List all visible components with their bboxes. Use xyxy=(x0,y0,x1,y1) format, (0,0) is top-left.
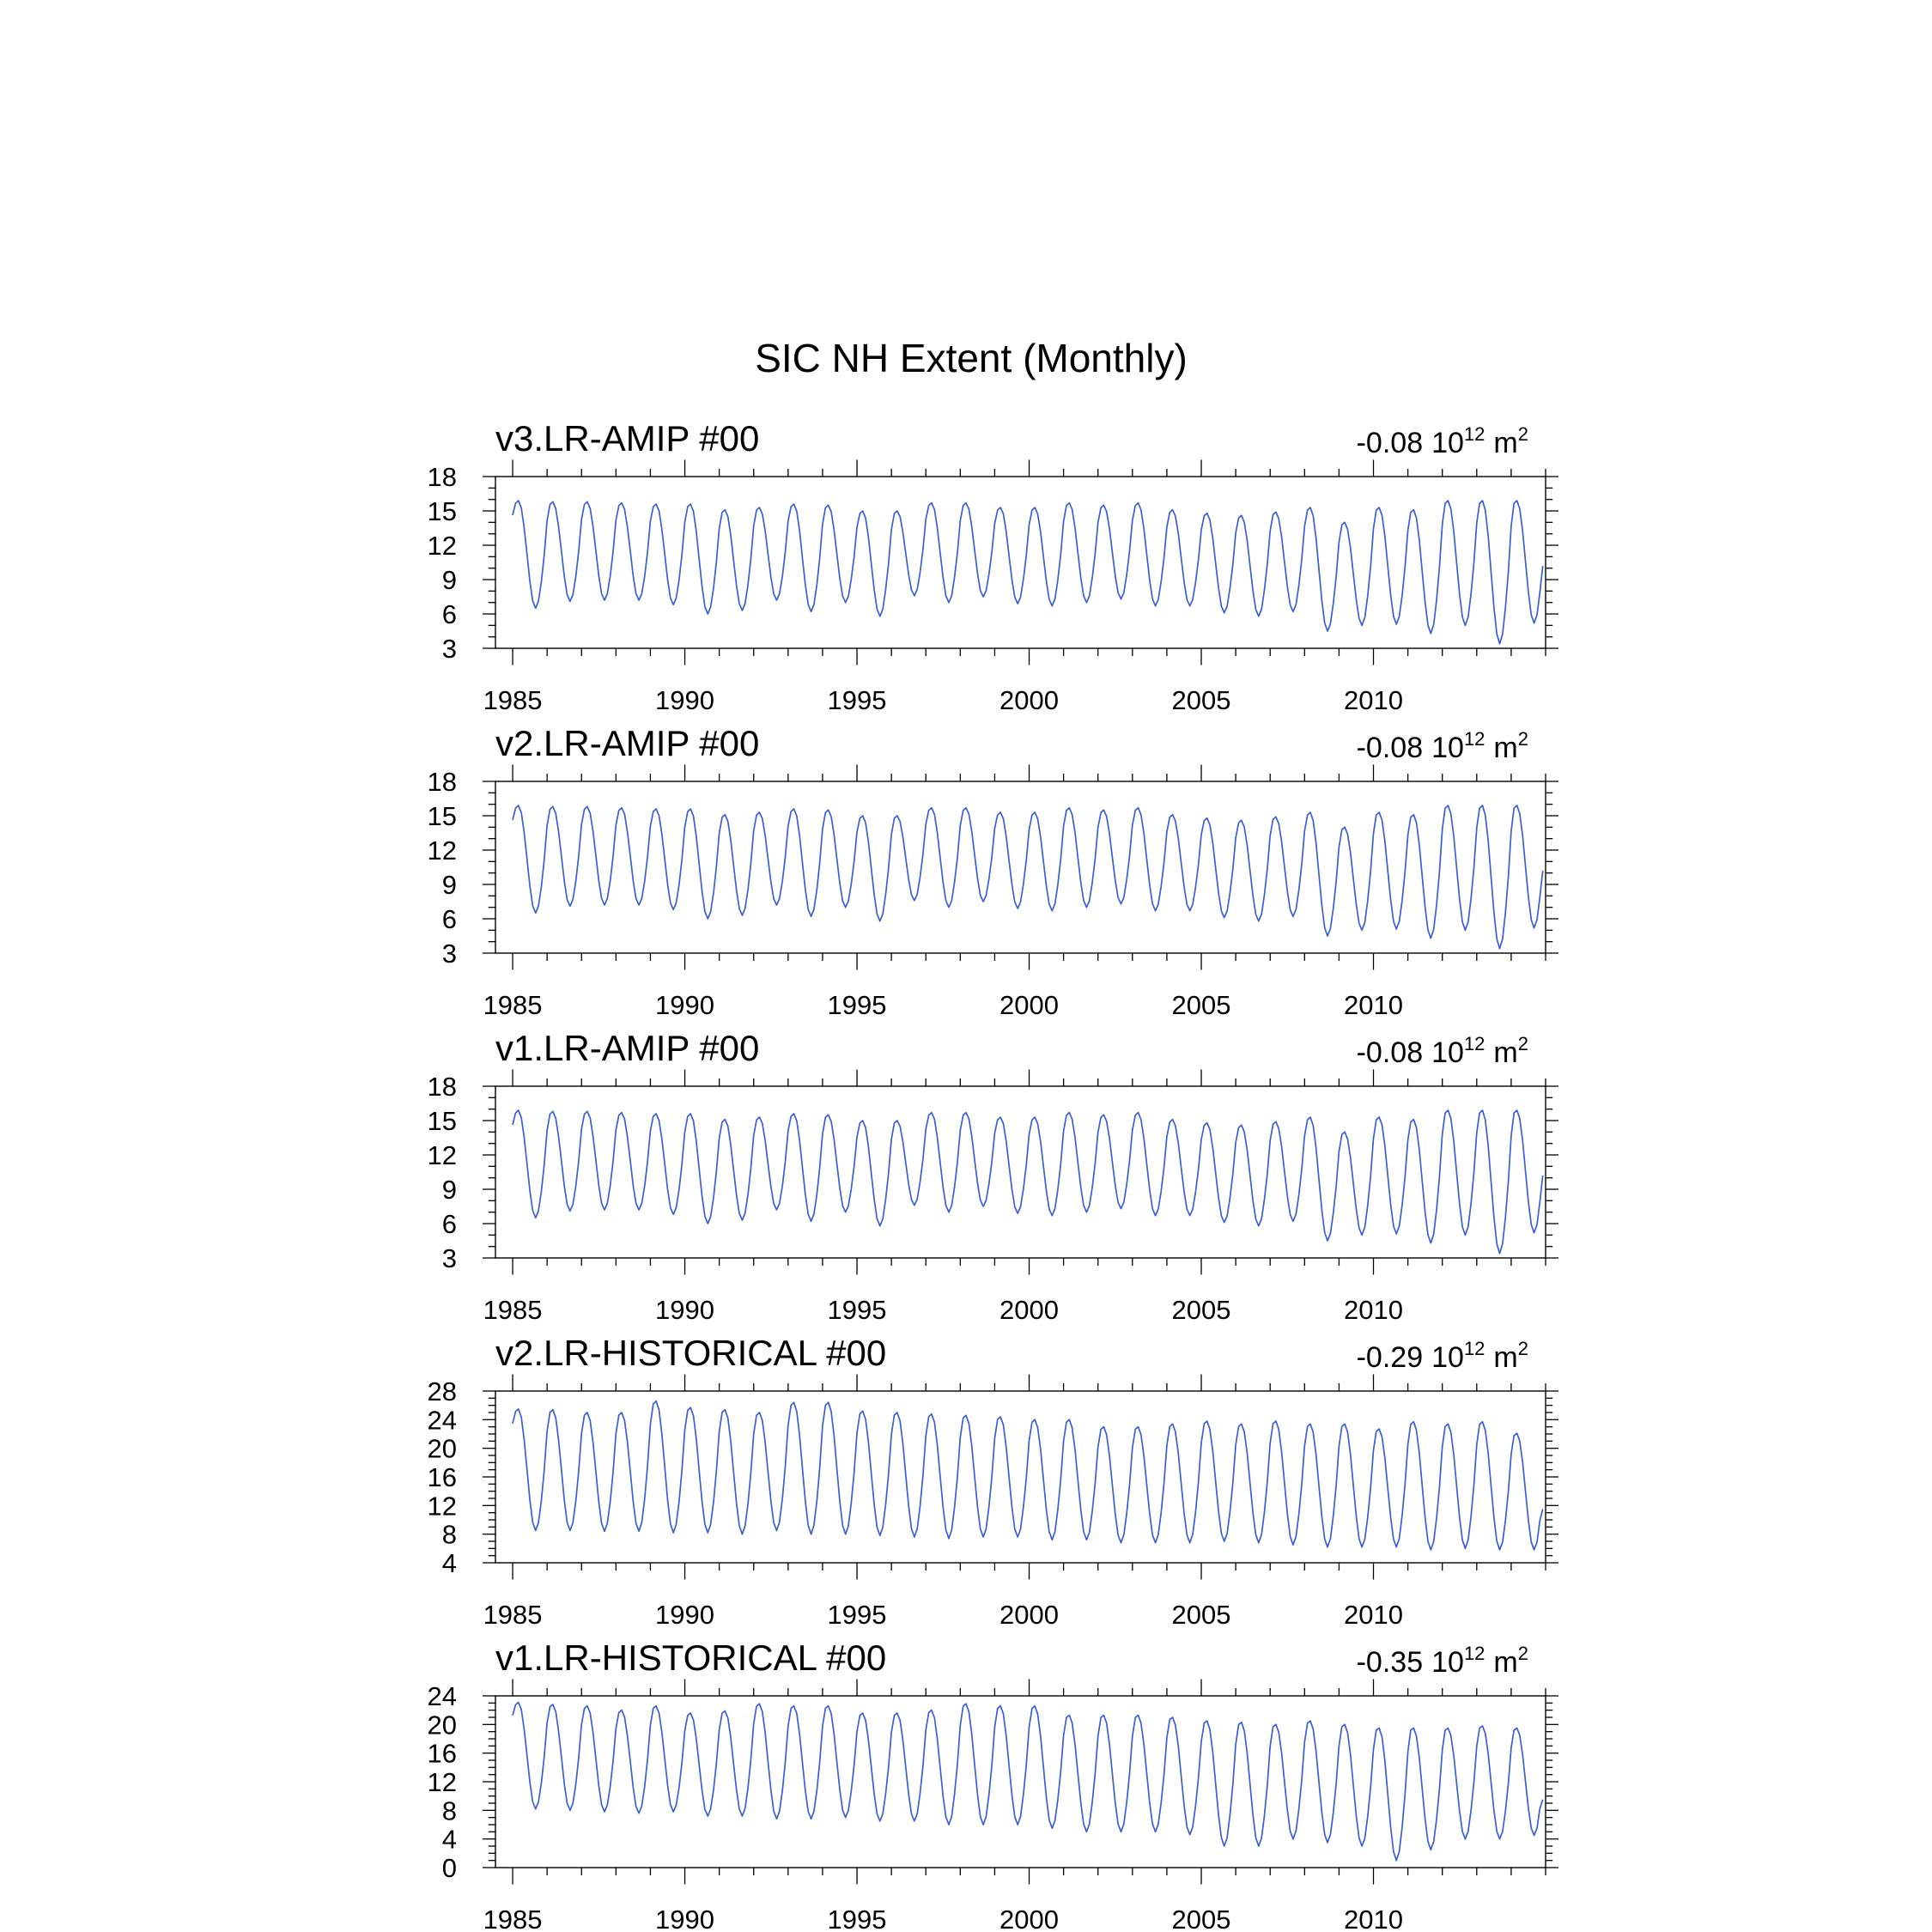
x-tick-label: 2005 xyxy=(1171,1600,1231,1630)
y-tick-label: 9 xyxy=(441,870,457,900)
trend-units-base: 10 xyxy=(1431,732,1464,764)
x-tick-label: 2005 xyxy=(1171,1295,1231,1325)
y-tick-label: 16 xyxy=(427,1738,457,1769)
x-tick-label: 1990 xyxy=(655,1600,715,1630)
trend-units-unit-exp: 2 xyxy=(1517,728,1528,750)
x-tick-label: 2010 xyxy=(1344,1295,1403,1325)
x-tick-label: 2010 xyxy=(1344,685,1403,715)
trend-units-unit-exp: 2 xyxy=(1517,1643,1528,1664)
chart-panel xyxy=(428,723,1558,1020)
figure-title: SIC NH Extent (Monthly) xyxy=(755,336,1188,380)
trend-units-exp: 12 xyxy=(1463,728,1485,750)
series-line xyxy=(513,1401,1543,1550)
x-tick-label: 1995 xyxy=(827,990,887,1020)
trend-units-unit-exp: 2 xyxy=(1517,1338,1528,1359)
x-tick-label: 1995 xyxy=(827,685,887,715)
trend-units-unit-exp: 2 xyxy=(1517,1033,1528,1054)
y-tick-label: 0 xyxy=(441,1853,457,1883)
y-tick-label: 15 xyxy=(427,1106,457,1136)
x-tick-label: 1995 xyxy=(827,1295,887,1325)
x-tick-label: 1990 xyxy=(655,990,715,1020)
trend-units-unit-exp: 2 xyxy=(1517,423,1528,445)
series-line xyxy=(513,805,1543,949)
x-tick-label: 2000 xyxy=(999,685,1060,715)
y-tick-label: 12 xyxy=(427,1767,457,1797)
chart-panel xyxy=(428,418,1558,715)
x-tick-label: 1985 xyxy=(483,685,543,715)
y-tick-label: 8 xyxy=(441,1519,457,1550)
y-tick-label: 18 xyxy=(427,767,457,797)
x-tick-label: 2000 xyxy=(999,1295,1060,1325)
trend-units-base: 10 xyxy=(1431,1341,1464,1374)
y-tick-label: 18 xyxy=(427,1072,457,1102)
chart-panel xyxy=(428,1333,1558,1630)
trend-units-base: 10 xyxy=(1431,1036,1464,1069)
x-tick-label: 1985 xyxy=(483,1600,543,1630)
y-tick-label: 20 xyxy=(427,1433,457,1464)
x-tick-label: 2010 xyxy=(1344,1905,1403,1932)
y-tick-label: 28 xyxy=(427,1376,457,1406)
trend-units-exp: 12 xyxy=(1463,1033,1485,1054)
y-tick-label: 9 xyxy=(441,565,457,595)
y-tick-label: 3 xyxy=(441,939,457,969)
y-tick-label: 6 xyxy=(441,599,457,629)
y-tick-label: 3 xyxy=(441,634,457,664)
trend-value: -0.08 xyxy=(1356,1036,1424,1069)
x-tick-label: 2000 xyxy=(999,1600,1060,1630)
trend-value: -0.29 xyxy=(1356,1341,1424,1374)
panel-title: v2.LR-HISTORICAL #00 xyxy=(495,1333,887,1373)
x-tick-label: 1995 xyxy=(827,1600,887,1630)
x-tick-label: 1990 xyxy=(655,1905,715,1932)
trend-annotation xyxy=(1357,1033,1528,1069)
trend-annotation xyxy=(1357,1338,1528,1374)
trend-units-unit: m xyxy=(1493,427,1518,459)
trend-units-unit: m xyxy=(1493,1646,1518,1679)
x-tick-label: 2010 xyxy=(1344,1600,1403,1630)
x-tick-label: 2005 xyxy=(1171,1905,1231,1932)
series-line xyxy=(513,1703,1543,1861)
y-tick-label: 6 xyxy=(441,1209,457,1239)
trend-value: -0.08 xyxy=(1356,732,1424,764)
panel-title: v3.LR-AMIP #00 xyxy=(495,418,760,459)
x-tick-label: 2005 xyxy=(1171,990,1231,1020)
y-tick-label: 8 xyxy=(441,1795,457,1826)
trend-units-exp: 12 xyxy=(1463,1643,1485,1664)
y-tick-label: 12 xyxy=(427,531,457,561)
y-tick-label: 12 xyxy=(427,1140,457,1170)
y-tick-label: 4 xyxy=(441,1548,457,1578)
y-tick-label: 24 xyxy=(427,1681,457,1711)
trend-units-exp: 12 xyxy=(1463,423,1485,445)
y-tick-label: 12 xyxy=(427,835,457,866)
trend-units-base: 10 xyxy=(1431,427,1464,459)
x-tick-label: 1985 xyxy=(483,1295,543,1325)
y-tick-label: 16 xyxy=(427,1462,457,1492)
x-tick-label: 2010 xyxy=(1344,990,1403,1020)
panel-title: v1.LR-AMIP #00 xyxy=(495,1028,760,1068)
trend-annotation xyxy=(1357,1643,1528,1679)
panel-title: v1.LR-HISTORICAL #00 xyxy=(495,1637,887,1678)
chart-panel xyxy=(428,1028,1558,1325)
trend-value: -0.08 xyxy=(1356,427,1424,459)
trend-units-unit: m xyxy=(1493,1341,1518,1374)
y-tick-label: 15 xyxy=(427,801,457,831)
plot-frame xyxy=(495,1696,1546,1868)
series-line xyxy=(513,501,1543,644)
chart-panel xyxy=(428,1637,1558,1932)
x-tick-label: 1990 xyxy=(655,685,715,715)
x-tick-label: 1985 xyxy=(483,990,543,1020)
x-tick-label: 1995 xyxy=(827,1905,887,1932)
y-tick-label: 12 xyxy=(427,1491,457,1522)
x-tick-label: 1985 xyxy=(483,1905,543,1932)
panel-title: v2.LR-AMIP #00 xyxy=(495,723,760,763)
trend-units-unit: m xyxy=(1493,732,1518,764)
y-tick-label: 18 xyxy=(427,462,457,492)
plot-frame xyxy=(495,1391,1546,1563)
trend-units-base: 10 xyxy=(1431,1646,1464,1679)
x-tick-label: 2005 xyxy=(1171,685,1231,715)
trend-annotation xyxy=(1357,728,1528,764)
series-line xyxy=(513,1110,1543,1254)
trend-units-unit: m xyxy=(1493,1036,1518,1069)
y-tick-label: 4 xyxy=(441,1824,457,1855)
y-tick-label: 6 xyxy=(441,904,457,934)
y-tick-label: 15 xyxy=(427,496,457,526)
y-tick-label: 9 xyxy=(441,1175,457,1205)
y-tick-label: 20 xyxy=(427,1710,457,1741)
y-tick-label: 24 xyxy=(427,1405,457,1436)
trend-value: -0.35 xyxy=(1356,1646,1424,1679)
x-tick-label: 1990 xyxy=(655,1295,715,1325)
trend-units-exp: 12 xyxy=(1463,1338,1485,1359)
y-tick-label: 3 xyxy=(441,1243,457,1273)
trend-annotation xyxy=(1357,423,1528,459)
x-tick-label: 2000 xyxy=(999,990,1060,1020)
x-tick-label: 2000 xyxy=(999,1905,1060,1932)
